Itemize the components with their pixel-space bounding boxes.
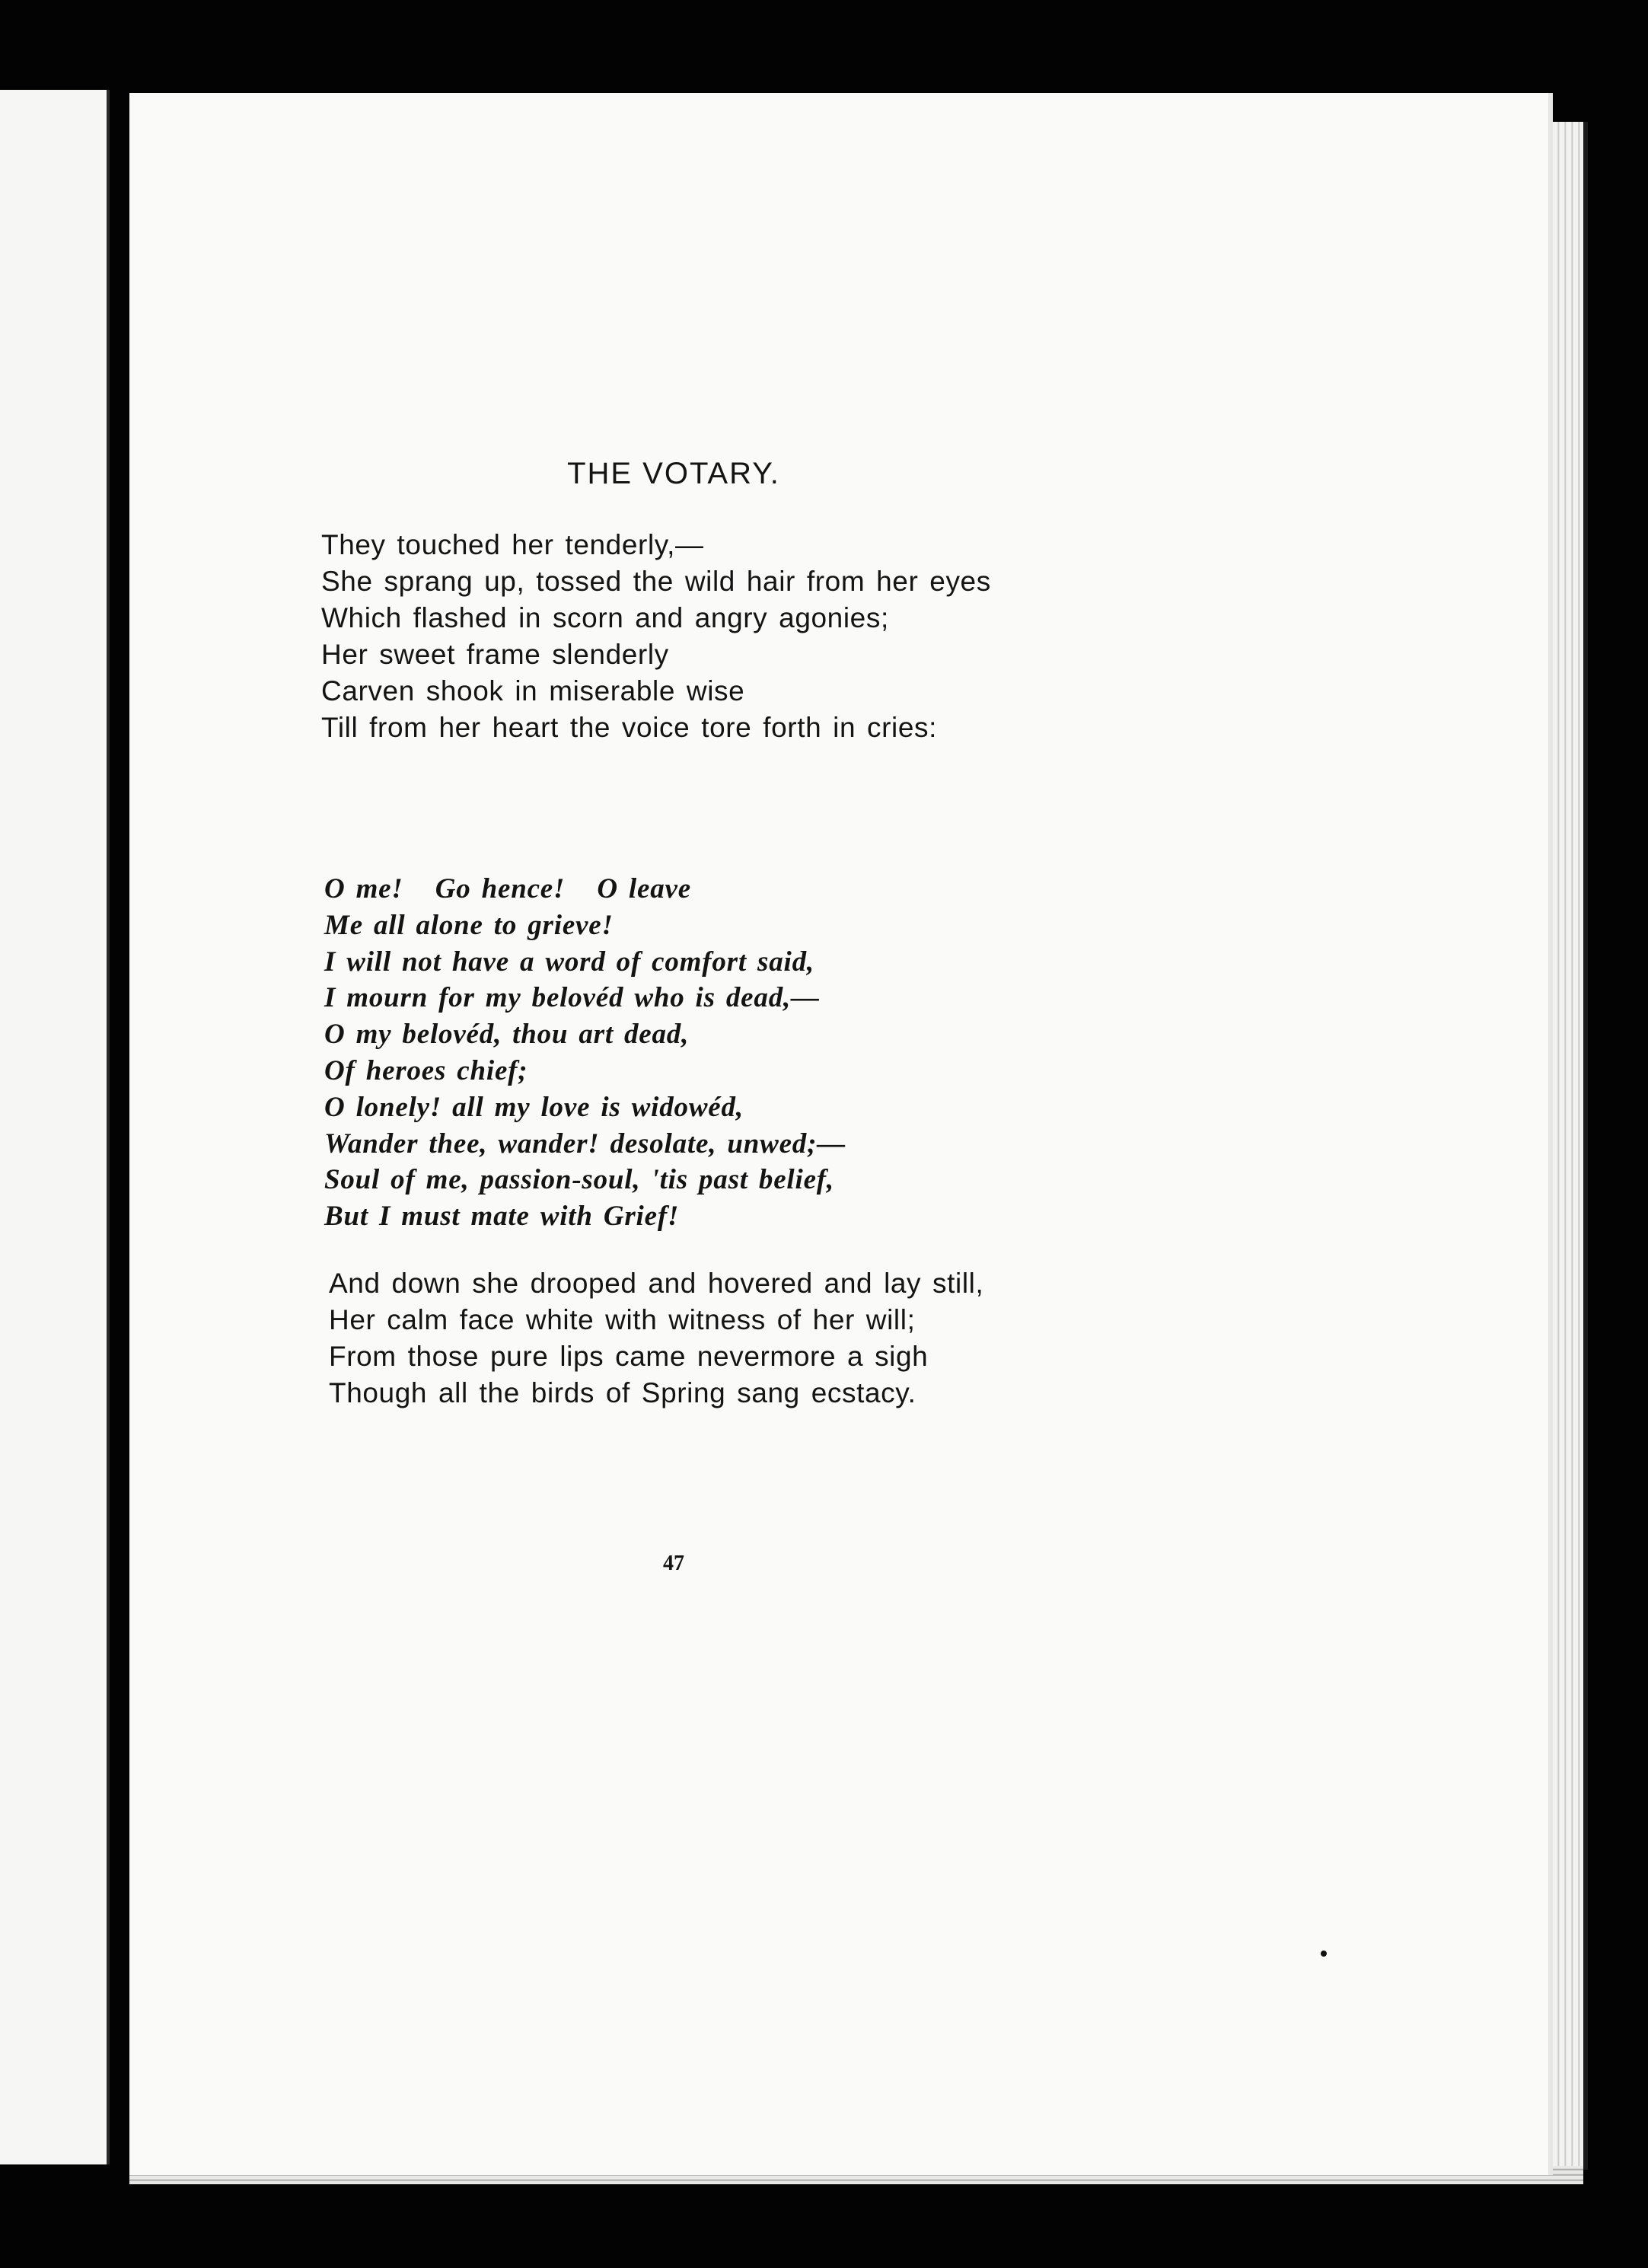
verse-line: O lonely! all my love is widowéd, <box>324 1091 744 1123</box>
verse-line: She sprang up, tossed the wild hair from her eyes <box>321 566 991 597</box>
verse-line: Of heroes chief; <box>324 1054 528 1086</box>
page-number: 47 <box>663 1552 684 1575</box>
ink-speck <box>1321 1951 1327 1957</box>
verse-line: But I must mate with Grief! <box>324 1201 680 1233</box>
verse-line: Though all the birds of Spring sang ecstacy. <box>329 1377 916 1408</box>
stanza-2 <box>324 871 846 1235</box>
verse-line: They touched her tenderly,— <box>321 529 704 560</box>
verse-line: Carven shook in miserable wise <box>321 675 745 707</box>
verse-line: Soul of me, passion-soul, 'tis past belief, <box>324 1164 834 1196</box>
verse-line: Wander thee, wander! desolate, unwed;— <box>324 1128 846 1160</box>
book-page <box>129 93 1553 2175</box>
verse-line: And down she drooped and hovered and lay still, <box>329 1268 984 1299</box>
verse-line: Me all alone to grieve! <box>324 909 614 941</box>
poem-title: THE VOTARY. <box>567 457 780 490</box>
verse-line: O my belovéd, thou art dead, <box>324 1019 690 1051</box>
verse-line: Till from her heart the voice tore forth in cries: <box>321 712 938 743</box>
verse-line: Which flashed in scorn and angry agonies; <box>321 602 889 633</box>
verse-line: I will not have a word of comfort said, <box>324 946 814 978</box>
verse-line: I mourn for my belovéd who is dead,— <box>324 982 820 1014</box>
verse-line: Her calm face white with witness of her will; <box>329 1304 916 1335</box>
verse-line: O me! Go hence! O leave <box>324 873 691 904</box>
facing-page-edge <box>0 90 110 2164</box>
stanza-3 <box>329 1265 983 1412</box>
page-text <box>129 93 1553 2175</box>
verse-line: From those pure lips came nevermore a sigh <box>329 1341 929 1372</box>
verse-line: Her sweet frame slenderly <box>321 639 669 670</box>
stanza-1 <box>321 527 991 746</box>
